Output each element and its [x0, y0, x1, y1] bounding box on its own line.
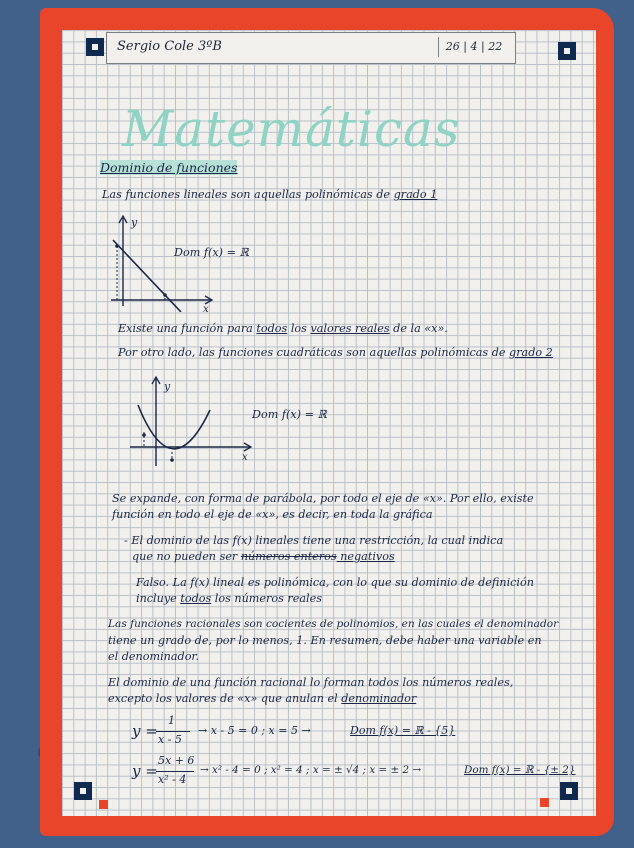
text-line: Por otro lado, las funciones cuadráticas son aquellas polinómicas de grado 2: [118, 346, 553, 359]
header-box: [106, 32, 516, 64]
domain-statement: Dom f(x) = ℝ: [252, 408, 327, 421]
page-title: Matemáticas: [122, 100, 461, 158]
notebook-frame: [40, 8, 614, 836]
date-field: 26 | 4 | 22: [438, 37, 509, 57]
text-line: Las funciones lineales son aquellas polinómicas de grado 1: [102, 188, 438, 201]
text-line: tiene un grado de, por lo menos, 1. En resumen, debe haber una variable en: [108, 634, 542, 647]
text-line: Falso. La f(x) lineal es polinómica, con lo que su dominio de definición: [136, 576, 534, 589]
x-axis-label: x: [203, 304, 209, 312]
text-line: - El dominio de las f(x) lineales tiene una restricción, la cual indica: [124, 534, 504, 547]
equation-1: y = 1 x - 5 → x - 5 = 0 ; x = 5 → Dom f(x) = ℝ - {5}: [132, 714, 456, 746]
text-line: Se expande, con forma de parábola, por todo el eje de «x». Por ello, existe: [112, 492, 534, 505]
equation-2: y = 5x + 6 x² - 4 → x² - 4 = 0 ; x² = 4 ; x = ± √4 ; x = ± 2 → Dom f(x) = ℝ - {± 2}: [132, 754, 576, 786]
corner-square: [540, 798, 549, 807]
quadratic-function-graph: [124, 370, 254, 470]
text-line: Existe una función para todos los valores reales de la «x».: [118, 322, 448, 335]
corner-square: [99, 800, 108, 809]
grid-paper: [62, 30, 596, 816]
y-axis-label: y: [131, 216, 138, 229]
text-line: Las funciones racionales son cocientes de polinomios, en las cuales el denominador: [108, 618, 559, 630]
text-line: función en todo el eje de «x», es decir, en toda la gráfica: [112, 508, 433, 521]
domain-statement: Dom f(x) = ℝ: [174, 246, 249, 259]
text-line: que no pueden ser números enteros negativos: [132, 550, 395, 563]
linear-function-graph: [107, 212, 217, 312]
x-axis-label: x: [242, 452, 248, 463]
section-title: Dominio de funciones: [100, 160, 238, 175]
text-line: excepto los valores de «x» que anulan el denominador: [108, 692, 417, 705]
text-line: incluye todos los números reales: [136, 592, 322, 605]
corner-mark-icon: [86, 38, 104, 56]
student-name: Sergio Cole 3ºB: [117, 39, 222, 54]
corner-mark-icon: [558, 42, 576, 60]
y-axis-label: y: [164, 380, 171, 393]
text-line: el denominador.: [108, 650, 200, 663]
corner-mark-icon: [74, 782, 92, 800]
text-line: El dominio de una función racional lo forman todos los números reales,: [108, 676, 514, 689]
